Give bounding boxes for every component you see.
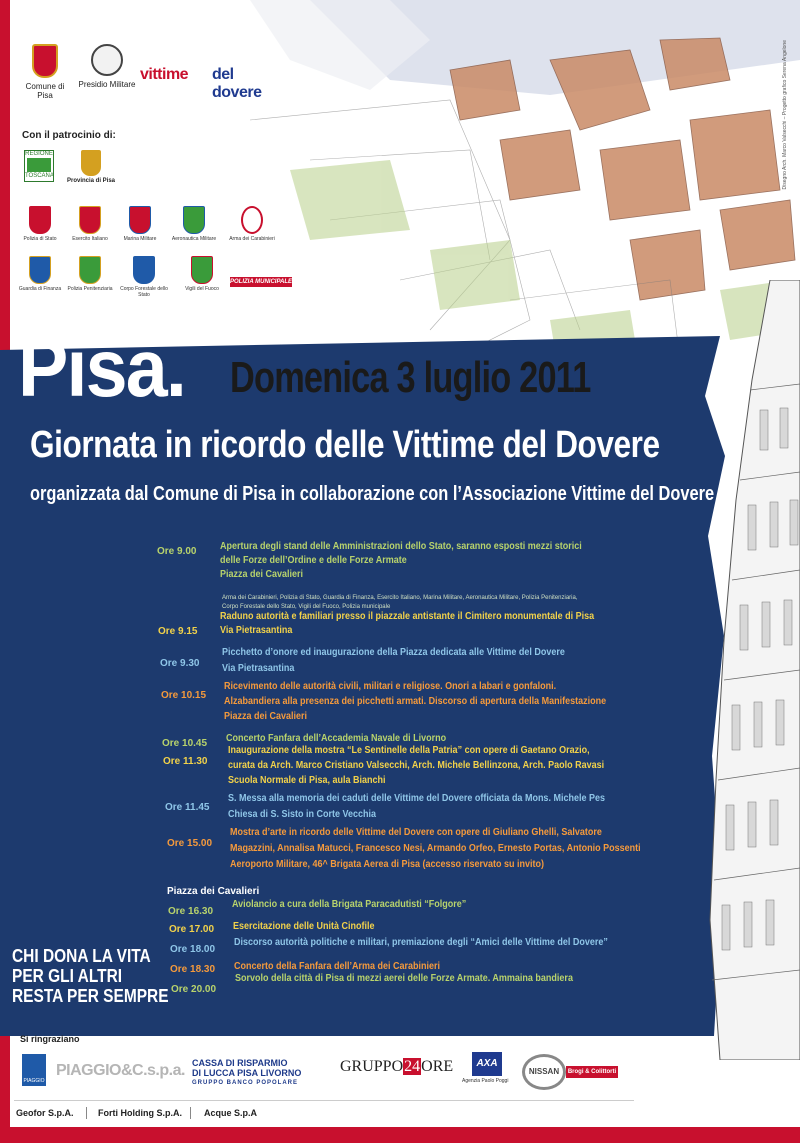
emblem-polizia-penitenziaria: Polizia Penitenziaria — [62, 256, 118, 292]
penitenziaria-crest-icon — [79, 256, 101, 284]
program-line: Magazzini, Annalisa Matucci, Francesco Nesi, Armando Orfeo, Ernesto Portas, Antonio Possenti — [230, 843, 641, 854]
esercito-crest-icon — [79, 206, 101, 234]
emblem-marina: Marina Militare — [112, 206, 168, 242]
motto: CHI DONA LA VITA PER GLI ALTRI RESTA PER SEMPRE — [12, 946, 169, 1006]
emblem-guardia-finanza: Guardia di Finanza — [12, 256, 68, 292]
gruppo-24-ore-logo: GRUPPO24ORE — [340, 1058, 454, 1075]
cassa-risparmio-logo: CASSA DI RISPARMIO DI LUCCA PISA LIVORNO GRUPPO BANCO POPOLARE — [192, 1058, 302, 1086]
city-title: Pisa. — [18, 323, 185, 414]
vittime-word: vittime — [140, 66, 189, 83]
program-time: Ore 18.00 — [170, 944, 216, 955]
program-line: Concerto Fanfara dell’Accademia Navale di Livorno — [226, 733, 447, 744]
pisa-crest-icon — [32, 44, 58, 78]
program-time: Ore 20.00 — [171, 984, 217, 995]
comune-pisa-logo — [20, 44, 70, 100]
emblem-corpo-forestale: Corpo Forestale dello Stato — [116, 256, 172, 298]
regione-toscana-logo: REGIONE TOSCANA — [24, 150, 54, 182]
sponsor-separator — [86, 1107, 87, 1119]
polizia-municipale-logo: POLIZIA MUNICIPALE — [230, 279, 292, 285]
vigili-crest-icon — [191, 256, 213, 284]
program-line: Alzabandiera alla presenza dei picchetti armati. Discorso di apertura della Manifestazione — [224, 696, 607, 707]
program-line: Mostra d’arte in ricordo delle Vittime del Dovere con opere di Giuliano Ghelli, Salvatore — [230, 827, 602, 838]
carabinieri-crest-icon — [241, 206, 263, 234]
program-line: Inaugurazione della mostra “Le Sentinelle della Patria” con opere di Gaetano Orazio, — [228, 745, 590, 756]
design-credit: Disegno Arch. Marco Valsecchi – Progetto grafico Serena Angelone — [782, 40, 788, 190]
program-line: S. Messa alla memoria dei caduti delle Vittime del Dovere officiata da Mons. Michele Pes — [228, 793, 605, 804]
sponsor-acque: Acque S.p.A — [204, 1108, 258, 1118]
forestale-crest-icon — [133, 256, 155, 284]
del-dovere-word: del dovere — [212, 66, 262, 101]
event-subtitle: organizzata dal Comune di Pisa in collaborazione con l’Associazione Vittime del Dovere — [30, 483, 715, 505]
emblem-polizia-stato: Polizia di Stato — [12, 206, 68, 242]
piaggio-logo-icon: PIAGGIO — [22, 1054, 46, 1086]
program-line: Esercitazione delle Unità Cinofile — [233, 921, 375, 932]
nissan-logo: NISSAN — [522, 1054, 566, 1090]
emblem-esercito: Esercito Italiano — [62, 206, 118, 242]
star-emblem-icon — [91, 44, 123, 76]
sponsors-title: Si ringraziano — [20, 1034, 80, 1044]
program-time: Ore 18.30 — [170, 964, 216, 975]
program-line: Raduno autorità e familiari presso il piazzale antistante il Cimitero monumentale di Pisa — [220, 611, 595, 622]
bottom-red-stripe — [0, 1127, 800, 1143]
emblem-aeronautica: Aeronautica Militare — [166, 206, 222, 242]
vittime-del-dovere-logo — [140, 52, 280, 101]
axa-logo: AXA — [472, 1052, 502, 1076]
program-line: Aeroporto Militare, 46^ Brigata Aerea di Pisa (accesso riservato su invito) — [230, 859, 545, 870]
program-line: Scuola Normale di Pisa, aula Bianchi — [228, 775, 386, 786]
program-time: Ore 16.30 — [168, 906, 214, 917]
program-time: Ore 9.15 — [158, 626, 198, 637]
marina-crest-icon — [129, 206, 151, 234]
program-time: Ore 10.45 — [162, 738, 208, 749]
program-time: Ore 17.00 — [169, 924, 215, 935]
program-line: Discorso autorità politiche e militari, premiazione degli “Amici delle Vittime del Dovere” — [234, 937, 608, 948]
program-line: Chiesa di S. Sisto in Corte Vecchia — [228, 809, 377, 820]
sponsors-divider — [14, 1100, 634, 1101]
program-time: Ore 11.45 — [165, 802, 210, 813]
program-line: Apertura degli stand delle Amministrazioni dello Stato, saranno esposti mezzi storici — [220, 541, 582, 552]
afternoon-location: Piazza dei Cavalieri — [167, 886, 260, 897]
emblem-carabinieri: Arma dei Carabinieri — [224, 206, 280, 242]
event-title: Giornata in ricordo delle Vittime del Dovere — [30, 424, 660, 466]
axa-agency: Agenzia Paolo Poggi — [462, 1078, 509, 1084]
program-line: Sorvolo della città di Pisa di mezzi aerei delle Forze Armate. Ammaina bandiera — [235, 973, 573, 984]
program-time: Ore 9.30 — [160, 658, 200, 669]
emblem-vigili-fuoco: Vigili del Fuoco — [174, 256, 230, 292]
pegasus-icon — [27, 158, 51, 172]
provincia-crest-icon — [81, 150, 101, 176]
program-line: Picchetto d’onore ed inaugurazione della Piazza dedicata alle Vittime del Dovere — [222, 647, 565, 658]
program-time: Ore 11.30 — [163, 756, 208, 767]
program-line: Piazza dei Cavalieri — [220, 569, 304, 580]
program-time: Ore 9.00 — [157, 546, 197, 557]
program-line: Concerto della Fanfara dell’Arma dei Carabinieri — [234, 961, 441, 972]
patrocinio-title: Con il patrocinio di: — [22, 130, 116, 141]
program-note: Corpo Forestale dello Stato, Vigili del Fuoco, Polizia municipale — [222, 604, 391, 610]
piaggio-name: PIAGGIO&C.s.p.a. — [56, 1062, 185, 1079]
sponsor-separator — [190, 1107, 191, 1119]
program-line: Via Pietrasantina — [220, 625, 293, 636]
sponsor-geofor: Geofor S.p.A. — [16, 1108, 74, 1118]
polizia-crest-icon — [29, 206, 51, 234]
program-line: Ricevimento delle autorità civili, militari e religiose. Onori a labari e gonfaloni. — [224, 681, 557, 692]
presidio-militare-logo — [78, 44, 136, 89]
program-note: Arma dei Carabinieri, Polizia di Stato, Guardia di Finanza, Esercito Italiano, Marina Militare, Aeronautica Militare, Polizia Penitenziaria, — [222, 595, 578, 601]
brogi-colittorti-badge: Brogi & Colittorti — [566, 1066, 618, 1078]
program-line: Via Pietrasantina — [222, 663, 295, 674]
program-line: delle Forze dell’Ordine e delle Forze Armate — [220, 555, 407, 566]
program-line: Piazza dei Cavalieri — [224, 711, 308, 722]
program-time: Ore 10.15 — [161, 690, 207, 701]
event-date: Domenica 3 luglio 2011 — [230, 353, 591, 402]
provincia-pisa-logo: Provincia di Pisa — [66, 150, 116, 184]
presidio-label: Presidio Militare — [78, 80, 136, 89]
program-time: Ore 15.00 — [167, 838, 213, 849]
sponsor-forti: Forti Holding S.p.A. — [98, 1108, 182, 1118]
aeronautica-crest-icon — [183, 206, 205, 234]
program-line: curata da Arch. Marco Cristiano Valsecchi, Arch. Michele Bellinzona, Arch. Paolo Ravasi — [228, 760, 605, 771]
finanza-crest-icon — [29, 256, 51, 284]
comune-label: Comune di Pisa — [25, 82, 65, 100]
leaning-tower-sketch — [700, 280, 800, 1060]
program-line: Aviolancio a cura della Brigata Paracadutisti “Folgore” — [232, 899, 467, 910]
